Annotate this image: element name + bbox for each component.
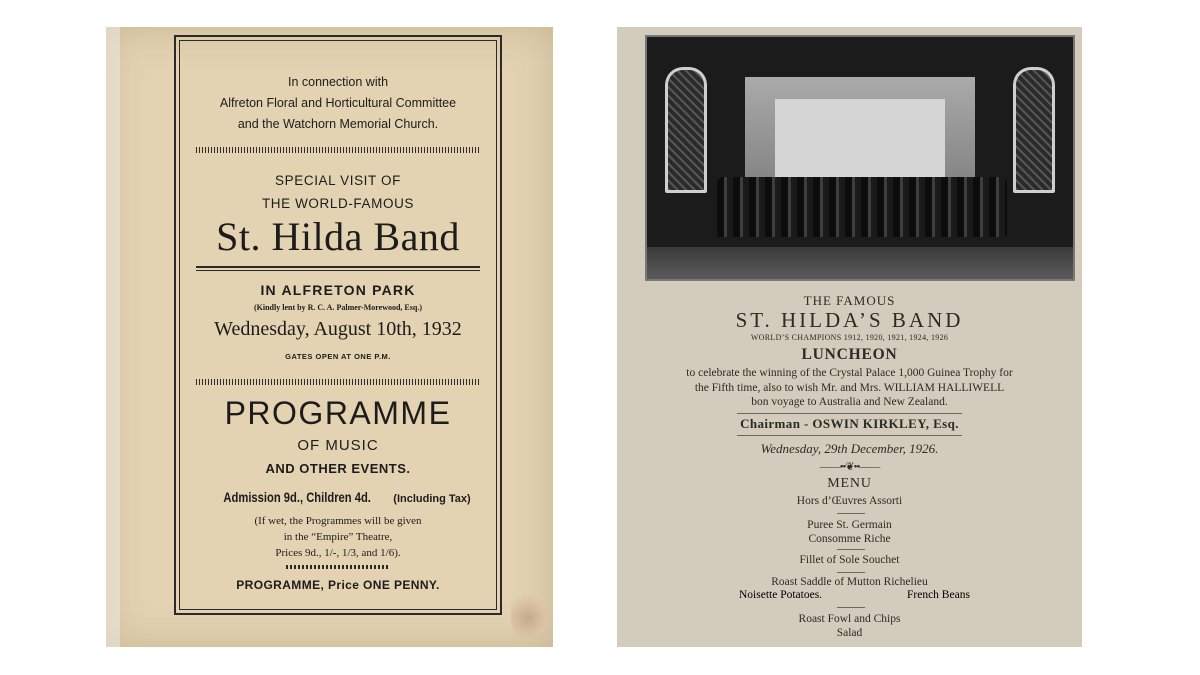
event-date: Wednesday, August 10th, 1932 [214,318,462,340]
programme-heading: PROGRAMME [224,395,452,431]
course-separator [837,607,865,608]
celebration-line-3: bon voyage to Australia and New Zealand. [751,396,948,408]
wet-line-1: (If wet, the Programmes will be given [254,515,422,527]
programme-price: PROGRAMME, Price ONE PENNY. [236,578,440,592]
course-fish: Fillet of Sole Souchet [799,554,900,566]
salad-line: Salad [836,626,863,639]
divider [196,266,480,271]
connection-line-1: In connection with [287,75,389,89]
ornament: ——••❦••—— [819,461,880,473]
fowl-line: Roast Fowl and Chips [798,613,901,625]
course-mutton: Roast Saddle of Mutton Richelieu [771,576,928,588]
course-hors-doeuvres: Hors d’Œuvres Assorti [796,495,903,507]
admission [176,489,500,505]
of-music: OF MUSIC [297,437,379,454]
celebration-line-1: to celebrate the winning of the Crystal Palace 1,000 Guinea Trophy for [686,367,1013,379]
soup-1: Puree St. Germain [807,519,892,531]
menu-band-name: ST. HILDA’S BAND [735,308,964,332]
divider [196,147,480,153]
menu-heading: MENU [827,476,872,491]
other-events: AND OTHER EVENTS. [265,461,411,476]
side-beans: French Beans [907,589,970,601]
course-separator [837,549,865,550]
wet-weather-note [176,513,500,561]
band-name: St. Hilda Band [216,214,460,259]
the-famous: THE FAMOUS [803,293,896,308]
course-separator [837,513,865,514]
gates-time: GATES OPEN AT ONE P.M. [285,352,391,361]
divider [196,379,480,385]
special-visit [176,169,500,215]
luncheon-menu-card [617,27,1082,647]
course-soups [617,519,1082,546]
champions-years: WORLD’S CHAMPIONS 1912, 1920, 1921, 1924, 1926 [750,333,949,342]
connection-text [176,72,500,135]
band-members [717,177,1007,237]
wet-line-2: in the “Empire” Theatre, [283,531,393,543]
special-line-1: SPECIAL VISIT OF [275,173,401,188]
lent-by: (Kindly lent by R. C. A. Palmer-Morewood, Esq.) [254,303,422,312]
tax-note: (Including Tax) [393,493,471,505]
programme-border [174,35,502,615]
wavy-divider [286,565,390,569]
rule [737,435,962,436]
chairman: Chairman - OSWIN KIRKLEY, Esq. [740,416,959,431]
menu-date: Wednesday, 29th December, 1926. [760,441,939,456]
side-potatoes: Noisette Potatoes. [739,589,823,601]
wet-line-3: Prices 9d., 1/-, 1/3, and 1/6). [275,547,401,559]
course-separator [837,572,865,573]
connection-line-2: Alfreton Floral and Horticultural Committee [219,96,457,110]
decorative-arch [665,67,707,193]
luncheon-heading: LUNCHEON [801,346,898,363]
celebration-text [617,366,1082,410]
special-line-2: THE WORLD-FAMOUS [261,196,415,211]
celebration-line-2: the Fifth time, also to wish Mr. and Mrs. WILLIAM HALLIWELL [694,381,1005,394]
connection-line-3: and the Watchorn Memorial Church. [237,117,439,131]
decorative-arch [1013,67,1055,193]
soup-2: Consomme Riche [808,532,891,545]
band-photograph [645,35,1075,281]
course-fowl [617,613,1082,640]
floor [647,247,1073,279]
admission-prices: Admission 9d., Children 4d. [223,489,372,505]
concert-programme [106,27,553,647]
location: IN ALFRETON PARK [260,282,416,298]
rule [737,413,962,414]
